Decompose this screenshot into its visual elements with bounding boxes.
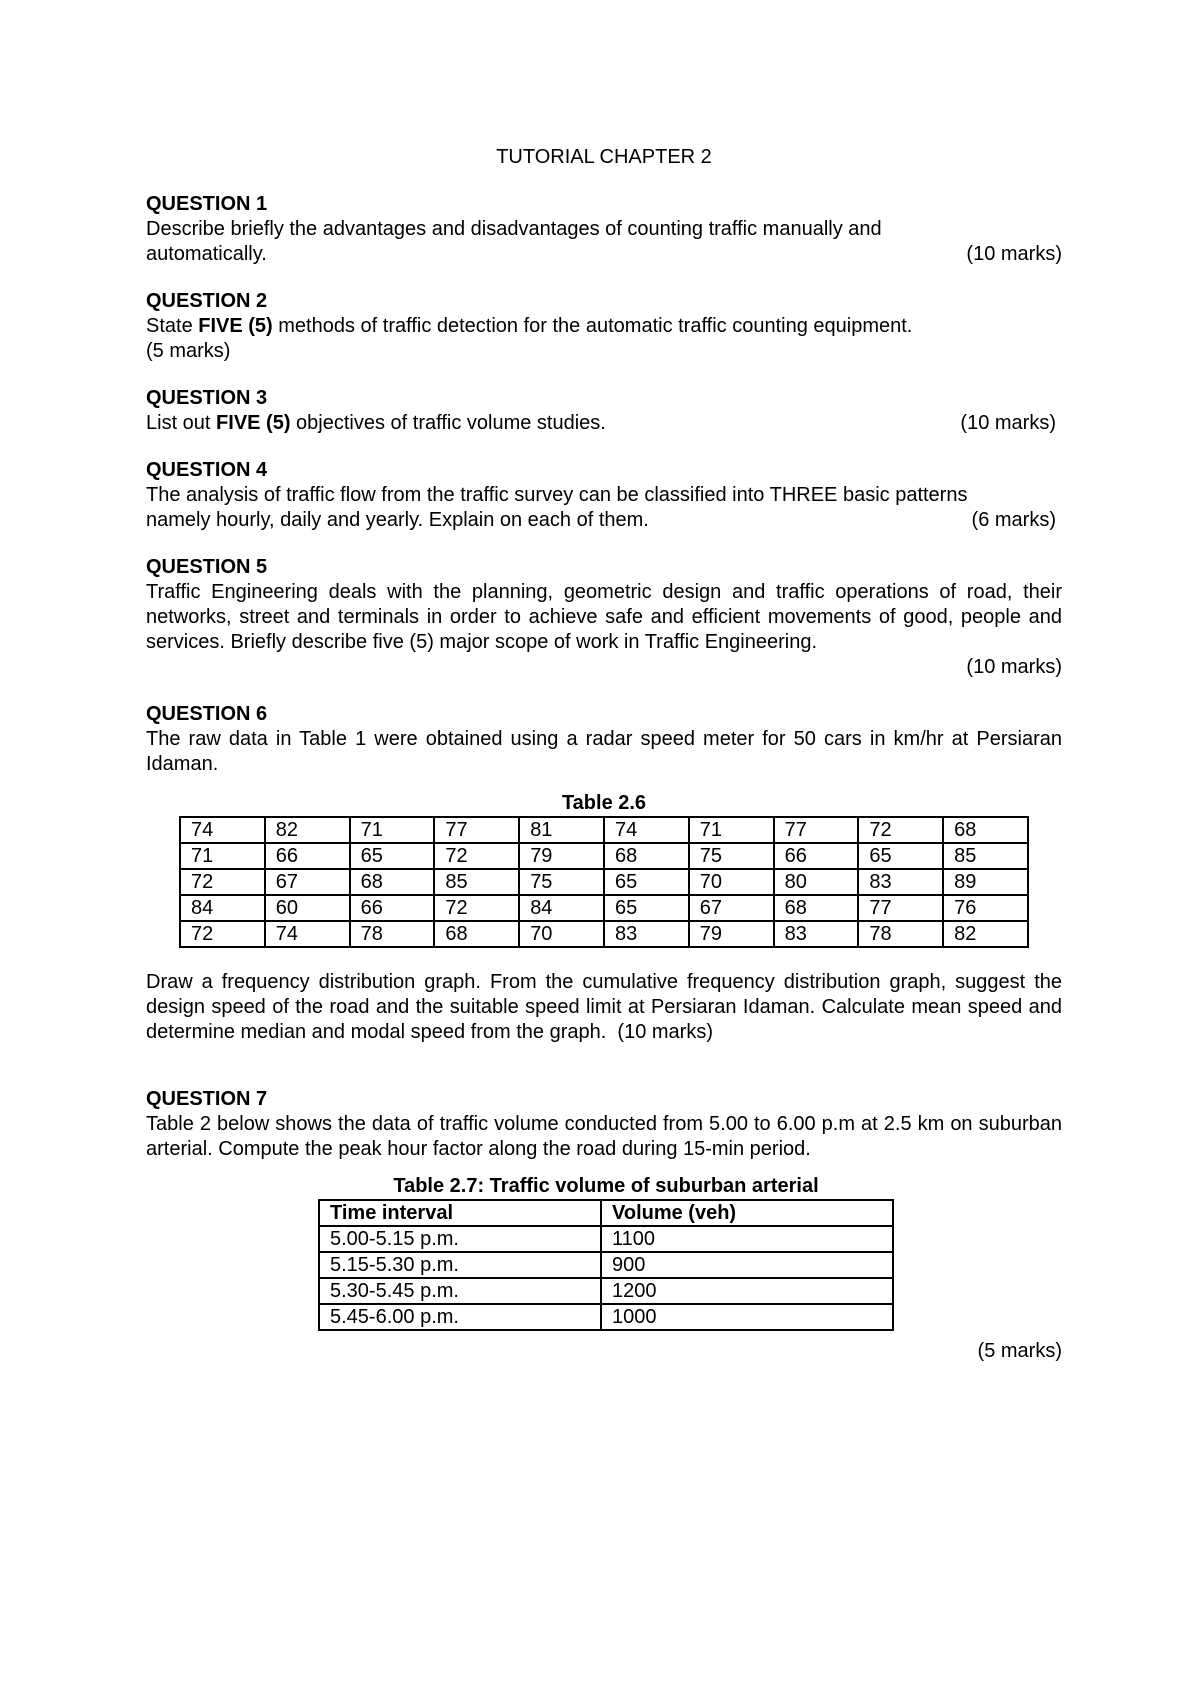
- speed-table-cell: 65: [350, 843, 435, 869]
- speed-table-cell: 71: [350, 817, 435, 843]
- speed-table-cell: 71: [689, 817, 774, 843]
- speed-table-cell: 77: [774, 817, 859, 843]
- question-3-text-post: objectives of traffic volume studies.: [290, 412, 606, 434]
- speed-table-cell: 75: [689, 843, 774, 869]
- question-2-marks: (5 marks): [146, 340, 231, 362]
- question-7-marks: (5 marks): [977, 1340, 1062, 1362]
- speed-table-cell: 72: [180, 921, 265, 947]
- volume-table-row: [319, 1304, 893, 1330]
- speed-table-cell: 72: [434, 895, 519, 921]
- speed-table-row: [180, 921, 1028, 947]
- volume-table-row: [319, 1226, 893, 1252]
- volume-table-volume-cell: 900: [601, 1252, 893, 1278]
- question-3-text: [146, 411, 606, 436]
- speed-table-cell: 68: [774, 895, 859, 921]
- document-page: [146, 145, 1062, 1386]
- speed-table-cell: 76: [943, 895, 1028, 921]
- speed-table-cell: 70: [689, 869, 774, 895]
- speed-table-cell: 65: [604, 869, 689, 895]
- question-2: [146, 289, 1062, 364]
- question-6-intro: The raw data in Table 1 were obtained using a radar speed meter for 50 cars in km/hr at Persiaran Idaman.: [146, 728, 1062, 775]
- speed-table-cell: 83: [858, 869, 943, 895]
- speed-table-cell: 60: [265, 895, 350, 921]
- volume-table: [318, 1199, 894, 1331]
- volume-table-caption: Table 2.7: Traffic volume of suburban arterial: [393, 1175, 819, 1197]
- speed-table-row: [180, 869, 1028, 895]
- question-7: [146, 1087, 1062, 1364]
- speed-table-cell: 66: [265, 843, 350, 869]
- speed-table-cell: 84: [180, 895, 265, 921]
- speed-table-cell: 83: [604, 921, 689, 947]
- question-3-text-pre: List out: [146, 412, 217, 434]
- speed-table-cell: 85: [434, 869, 519, 895]
- question-1-line-2: [146, 242, 1062, 267]
- question-1-marks: (10 marks): [966, 243, 1062, 265]
- question-6-instructions-text: Draw a frequency distribution graph. From the cumulative frequency distribution graph, suggest the design speed of the road and the suitable speed limit at Persiaran Idaman. Calculate mean speed and determine median and modal speed from the graph.: [146, 971, 1062, 1043]
- speed-table-cell: 68: [604, 843, 689, 869]
- volume-table-row: [319, 1278, 893, 1304]
- question-4-line-2: [146, 508, 1062, 533]
- question-2-text-post: methods of traffic detection for the automatic traffic counting equipment.: [272, 315, 913, 337]
- question-6: [146, 702, 1062, 1045]
- speed-table-cell: 85: [943, 843, 1028, 869]
- speed-table-cell: 78: [350, 921, 435, 947]
- speed-table-cell: 67: [265, 869, 350, 895]
- speed-table-row: [180, 843, 1028, 869]
- speed-table-cell: 74: [265, 921, 350, 947]
- question-4-line-1: The analysis of traffic flow from the traffic survey can be classified into THREE basic patterns: [146, 484, 968, 506]
- question-4-marks: (6 marks): [971, 509, 1056, 531]
- speed-table-caption: Table 2.6: [561, 792, 647, 814]
- speed-table-cell: 84: [519, 895, 604, 921]
- speed-table-cell: 77: [434, 817, 519, 843]
- speed-table-cell: 81: [519, 817, 604, 843]
- speed-table-cell: 83: [774, 921, 859, 947]
- speed-table-cell: 82: [943, 921, 1028, 947]
- speed-table-cell: 68: [943, 817, 1028, 843]
- volume-table-time-cell: 5.00-5.15 p.m.: [319, 1226, 601, 1252]
- speed-table-cell: 68: [434, 921, 519, 947]
- question-6-marks: (10 marks): [617, 1021, 713, 1043]
- question-2-text-bold: FIVE (5): [198, 315, 273, 337]
- speed-table-cell: 75: [519, 869, 604, 895]
- question-3-text-bold: FIVE (5): [216, 412, 291, 434]
- question-4: [146, 458, 1062, 533]
- page-title: TUTORIAL CHAPTER 2: [496, 146, 712, 168]
- speed-table-cell: 67: [689, 895, 774, 921]
- speed-table-cell: 66: [774, 843, 859, 869]
- speed-table-row: [180, 895, 1028, 921]
- question-7-heading: QUESTION 7: [146, 1088, 268, 1110]
- speed-table-cell: 72: [434, 843, 519, 869]
- speed-table-cell: 65: [858, 843, 943, 869]
- question-5: [146, 555, 1062, 680]
- speed-table-cell: 74: [604, 817, 689, 843]
- speed-table-cell: 68: [350, 869, 435, 895]
- question-1: [146, 192, 1062, 267]
- speed-table-cell: 71: [180, 843, 265, 869]
- question-1-line-2-text: automatically.: [146, 243, 267, 265]
- speed-table: [179, 816, 1029, 948]
- question-4-line-2-text: namely hourly, daily and yearly. Explain on each of them.: [146, 509, 649, 531]
- question-2-text: [146, 314, 1062, 339]
- speed-table-cell: 79: [689, 921, 774, 947]
- volume-table-row: [319, 1252, 893, 1278]
- question-3: [146, 386, 1062, 436]
- volume-table-volume-cell: 1200: [601, 1278, 893, 1304]
- speed-table-cell: 65: [604, 895, 689, 921]
- speed-table-cell: 78: [858, 921, 943, 947]
- question-3-heading: QUESTION 3: [146, 387, 268, 409]
- volume-table-volume-cell: 1100: [601, 1226, 893, 1252]
- question-1-line-1: Describe briefly the advantages and disadvantages of counting traffic manually and: [146, 218, 882, 240]
- question-6-instructions: [146, 970, 1062, 1045]
- speed-table-row: [180, 817, 1028, 843]
- volume-table-header-row: [319, 1200, 893, 1226]
- speed-table-cell: 72: [180, 869, 265, 895]
- question-1-heading: QUESTION 1: [146, 193, 268, 215]
- volume-table-time-cell: 5.45-6.00 p.m.: [319, 1304, 601, 1330]
- question-6-heading: QUESTION 6: [146, 703, 268, 725]
- speed-table-cell: 82: [265, 817, 350, 843]
- volume-table-header-time: Time interval: [319, 1200, 601, 1226]
- volume-table-time-cell: 5.15-5.30 p.m.: [319, 1252, 601, 1278]
- speed-table-cell: 77: [858, 895, 943, 921]
- speed-table-cell: 79: [519, 843, 604, 869]
- volume-table-time-cell: 5.30-5.45 p.m.: [319, 1278, 601, 1304]
- speed-table-cell: 72: [858, 817, 943, 843]
- question-3-line: [146, 411, 1062, 436]
- question-4-heading: QUESTION 4: [146, 459, 268, 481]
- question-2-heading: QUESTION 2: [146, 290, 268, 312]
- question-5-text: Traffic Engineering deals with the planning, geometric design and traffic operations of road, their networks, street and terminals in order to achieve safe and efficient movements of good, people and services. Briefly describe five (5) major scope of work in Traffic Engineering.: [146, 581, 1062, 653]
- volume-table-header-volume: Volume (veh): [601, 1200, 893, 1226]
- speed-table-cell: 66: [350, 895, 435, 921]
- question-7-text: Table 2 below shows the data of traffic volume conducted from 5.00 to 6.00 p.m at 2.5 km on suburban arterial. Compute the peak hour factor along the road during 15-min period.: [146, 1113, 1062, 1160]
- speed-table-cell: 80: [774, 869, 859, 895]
- question-5-marks: (10 marks): [966, 656, 1062, 678]
- speed-table-cell: 70: [519, 921, 604, 947]
- question-3-marks: (10 marks): [960, 412, 1056, 434]
- speed-table-cell: 89: [943, 869, 1028, 895]
- question-5-heading: QUESTION 5: [146, 556, 268, 578]
- question-2-text-pre: State: [146, 315, 199, 337]
- speed-table-cell: 74: [180, 817, 265, 843]
- volume-table-volume-cell: 1000: [601, 1304, 893, 1330]
